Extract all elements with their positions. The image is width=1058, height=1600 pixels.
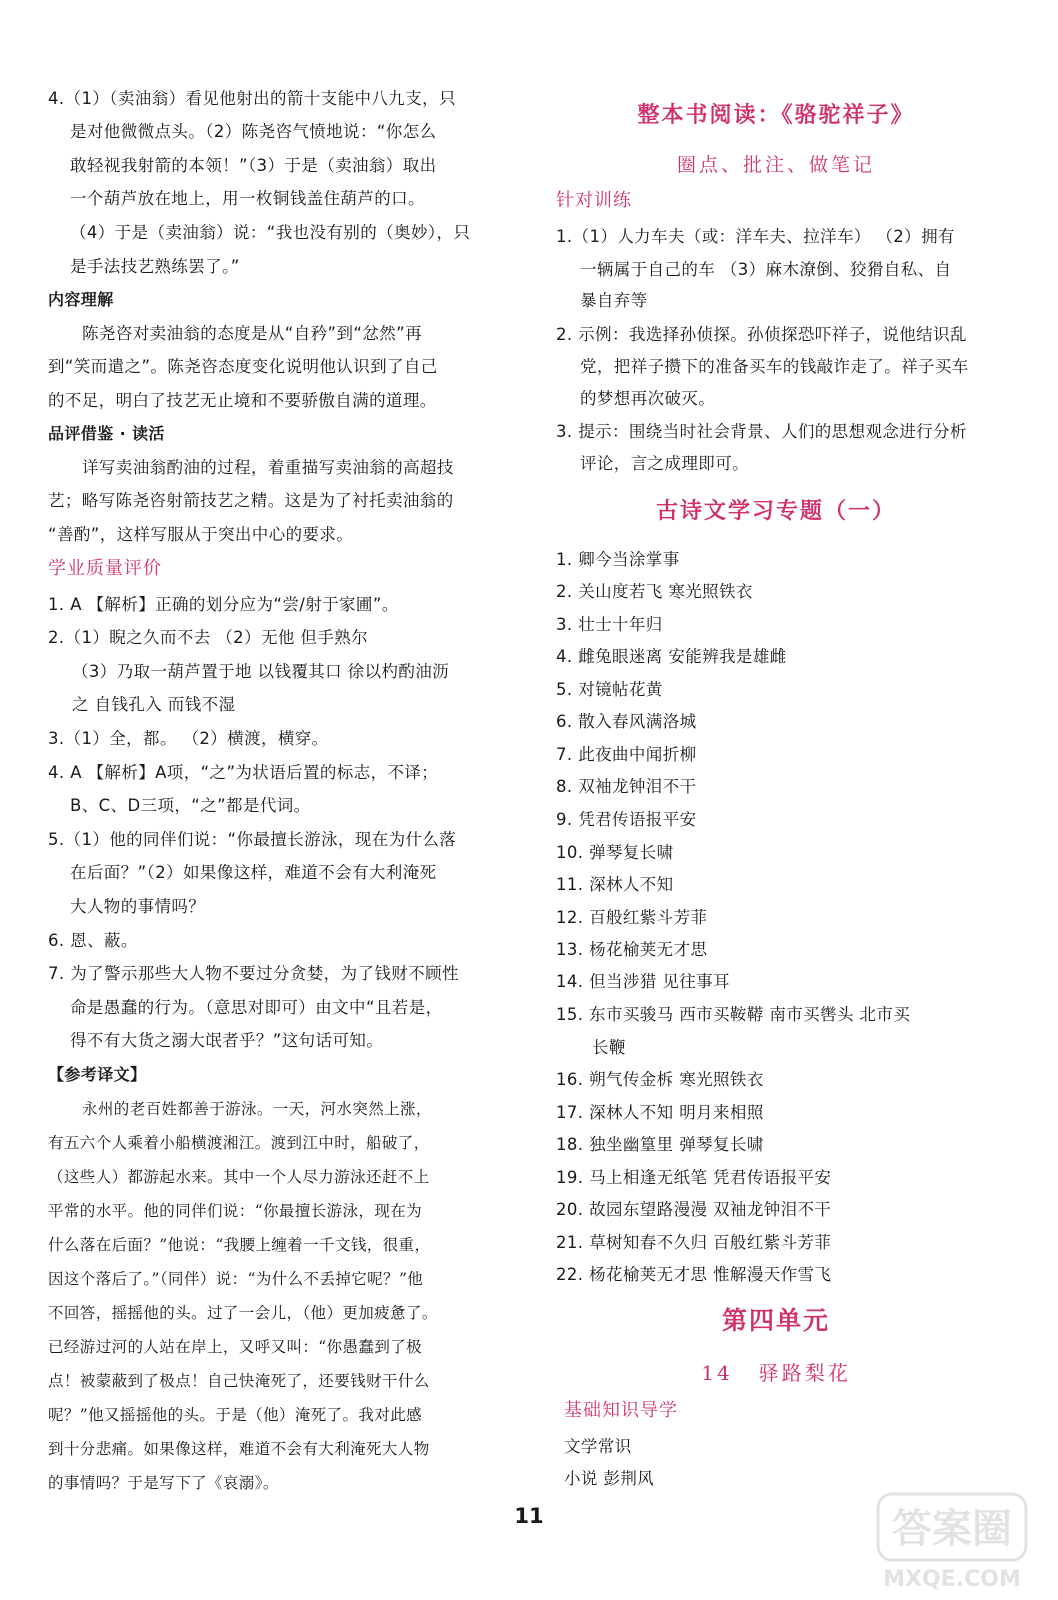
translation-line: 呢？”他又摇摇他的头。于是（他）淹死了。我对此感	[48, 1406, 423, 1424]
answer-line: 大人物的事情吗？	[70, 897, 206, 916]
poem-answer-line: 长鞭	[592, 1038, 626, 1057]
section-heading-quality: 学业质量评价	[48, 558, 162, 579]
answer-line: 6. 恩、蔽。	[48, 931, 138, 950]
section-heading-translation: 【参考译文】	[48, 1065, 147, 1084]
poem-answer-line: 22. 杨花榆荚无才思 惟解漫天作雪飞	[556, 1265, 832, 1284]
translation-line: 不回答，摇摇他的头。过了一会儿，（他）更加疲惫了。	[48, 1304, 438, 1322]
poem-answer-line: 4. 雌兔眼迷离 安能辨我是雄雌	[556, 647, 787, 666]
answer-line: 得不有大货之溺大氓者乎？”这句话可知。	[70, 1031, 384, 1050]
answer-line: 一辆属于自己的车 （3）麻木潦倒、狡猾自私、自	[580, 260, 952, 279]
paragraph-line: “善酌”，这样写服从于突出中心的要求。	[48, 525, 354, 544]
poem-answer-line: 21. 草树知春不久归 百般红紫斗芳菲	[556, 1233, 832, 1252]
lesson-number: 14	[701, 1361, 733, 1385]
lesson-name: 驿路梨花	[758, 1361, 851, 1385]
watermark-logo	[872, 1486, 1032, 1596]
poem-answer-line: 15. 东市买骏马 西市买鞍鞯 南市买辔头 北市买	[556, 1005, 911, 1024]
paragraph-line: 详写卖油翁酌油的过程，着重描写卖油翁的高超技	[82, 458, 454, 477]
poem-answer-line: 1. 卿今当涂掌事	[556, 550, 680, 569]
answer-line: 4.（1）（卖油翁）看见他射出的箭十支能中八九支，只	[48, 89, 456, 108]
answer-line: 评论，言之成理即可。	[580, 454, 749, 473]
answer-line: 的梦想再次破灭。	[580, 389, 716, 408]
translation-line: 有五六个人乘着小船横渡湘江。渡到江中时，船破了，	[48, 1134, 430, 1152]
answer-line: 一个葫芦放在地上，用一枚铜钱盖住葫芦的口。	[70, 189, 425, 208]
paragraph-line: 陈尧咨对卖油翁的态度是从“自矜”到“忿然”再	[82, 324, 422, 343]
poem-answer-line: 11. 深林人不知	[556, 875, 674, 894]
translation-line: （这些人）都游起水来。其中一个人尽力游泳还赶不上	[48, 1168, 430, 1186]
translation-line: 的事情吗？于是写下了《哀溺》。	[48, 1474, 279, 1492]
section-heading-training: 针对训练	[556, 190, 632, 211]
translation-line: 什么落在后面？”他说：“我腰上缠着一千文钱，很重，	[48, 1236, 431, 1254]
answer-line: 是对他微微点头。（2）陈尧咨气愤地说：“你怎么	[70, 122, 437, 141]
lesson-title	[556, 1362, 996, 1384]
paragraph-line: 到“笑而遣之”。陈尧咨态度变化说明他认识到了自己	[48, 357, 438, 376]
answer-line: 1. A 【解析】正确的划分应为“尝/射于家圃”。	[48, 595, 399, 614]
section-title-reading: 整本书阅读：《骆驼祥子》	[637, 102, 915, 128]
translation-line: 点！被蒙蔽到了极点！自己快淹死了，还要钱财干什么	[48, 1372, 430, 1390]
svg-text:MXQE.COM: MXQE.COM	[883, 1567, 1021, 1592]
answer-line: （3）乃取一葫芦置于地 以钱覆其口 徐以杓酌油沥	[72, 662, 450, 681]
answer-line: 党，把祥子攒下的准备买车的钱敲诈走了。祥子买车	[580, 357, 969, 376]
answer-line: 暴自弃等	[580, 291, 648, 310]
poem-answer-line: 12. 百般红紫斗芳菲	[556, 908, 708, 927]
answer-line: 7. 为了警示那些大人物不要过分贪婪，为了钱财不顾性	[48, 964, 459, 983]
answer-line: 2. 示例：我选择孙侦探。孙侦探恐吓祥子，说他结识乱	[556, 325, 967, 344]
page-number: 11	[514, 1504, 544, 1528]
unit-title: 第四单元	[721, 1306, 830, 1335]
answer-line: 3. 提示：围绕当时社会背景、人们的思想观念进行分析	[556, 422, 967, 441]
paragraph-line: 艺；略写陈尧咨射箭技艺之精。这是为了衬托卖油翁的	[48, 491, 454, 510]
poem-answer-line: 5. 对镜帖花黄	[556, 680, 663, 699]
answer-line: 命是愚蠢的行为。（意思对即可）由文中“且若是，	[70, 998, 443, 1017]
answer-line: 是手法技艺熟练罢了。”	[70, 257, 240, 276]
answer-line: 之 自钱孔入 而钱不湿	[72, 695, 236, 714]
poem-answer-line: 14. 但当涉猎 见往事耳	[556, 972, 730, 991]
translation-line: 平常的水平。他的同伴们说：“你最擅长游泳，现在为	[48, 1202, 423, 1220]
answer-line: 2.（1）睨之久而不去 （2）无他 但手熟尔	[48, 628, 369, 647]
answer-line: 敢轻视我射箭的本领！”（3）于是（卖油翁）取出	[70, 156, 437, 175]
poem-answer-line: 8. 双袖龙钟泪不干	[556, 777, 697, 796]
svg-text:答案圈: 答案圈	[892, 1506, 1012, 1552]
poem-answer-line: 2. 关山度若飞 寒光照铁衣	[556, 582, 753, 601]
poem-answer-line: 13. 杨花榆荚无才思	[556, 940, 708, 959]
section-title-poetry: 古诗文学习专题（一）	[655, 498, 896, 524]
section-heading-basic: 基础知识导学	[564, 1400, 678, 1421]
translation-line: 到十分悲痛。如果像这样，难道不会有大利淹死大人物	[48, 1440, 430, 1458]
answer-line: 5.（1）他的同伴们说：“你最擅长游泳，现在为什么落	[48, 830, 457, 849]
translation-line: 永州的老百姓都善于游泳。一天，河水突然上涨，	[82, 1100, 432, 1118]
section-heading-content: 内容理解	[48, 290, 114, 309]
literature-answer-line: 小说 彭荆风	[564, 1469, 655, 1488]
poem-answer-line: 7. 此夜曲中闻折柳	[556, 745, 697, 764]
poem-answer-line: 10. 弹琴复长啸	[556, 843, 674, 862]
poem-answer-line: 18. 独坐幽篁里 弹琴复长啸	[556, 1135, 764, 1154]
translation-line: 已经游过河的人站在岸上，又呼又叫：“你愚蠢到了极	[48, 1338, 423, 1356]
answer-line: （4）于是（卖油翁）说：“我也没有别的（奥妙），只	[70, 223, 471, 242]
answer-line: 1.（1）人力车夫（或：洋车夫、拉洋车） （2）拥有	[556, 227, 955, 246]
poem-answer-line: 20. 故园东望路漫漫 双袖龙钟泪不干	[556, 1200, 832, 1219]
section-subtitle-reading: 圈点、批注、做笔记	[676, 154, 875, 176]
translation-line: 因这个落后了。”（同伴）说：“为什么不丢掉它呢？”他	[48, 1270, 424, 1288]
poem-answer-line: 16. 朔气传金柝 寒光照铁衣	[556, 1070, 764, 1089]
answer-line: 3.（1）全，都。 （2）横渡，横穿。	[48, 729, 329, 748]
section-heading-appreciation: 品评借鉴 · 读活	[48, 424, 165, 443]
poem-answer-line: 6. 散入春风满洛城	[556, 712, 697, 731]
paragraph-line: 的不足，明白了技艺无止境和不要骄傲自满的道理。	[48, 391, 437, 410]
answer-line: 在后面？”（2）如果像这样，难道不会有大利淹死	[70, 863, 437, 882]
poem-answer-line: 19. 马上相逢无纸笔 凭君传语报平安	[556, 1168, 832, 1187]
poem-answer-line: 9. 凭君传语报平安	[556, 810, 697, 829]
answer-line: 4. A 【解析】A项，“之”为状语后置的标志，不译；	[48, 763, 439, 782]
answer-line: B、C、D三项，“之”都是代词。	[70, 796, 311, 815]
poem-answer-line: 17. 深林人不知 明月来相照	[556, 1103, 764, 1122]
subheading-literature: 文学常识	[564, 1437, 632, 1456]
poem-answer-line: 3. 壮士十年归	[556, 615, 663, 634]
